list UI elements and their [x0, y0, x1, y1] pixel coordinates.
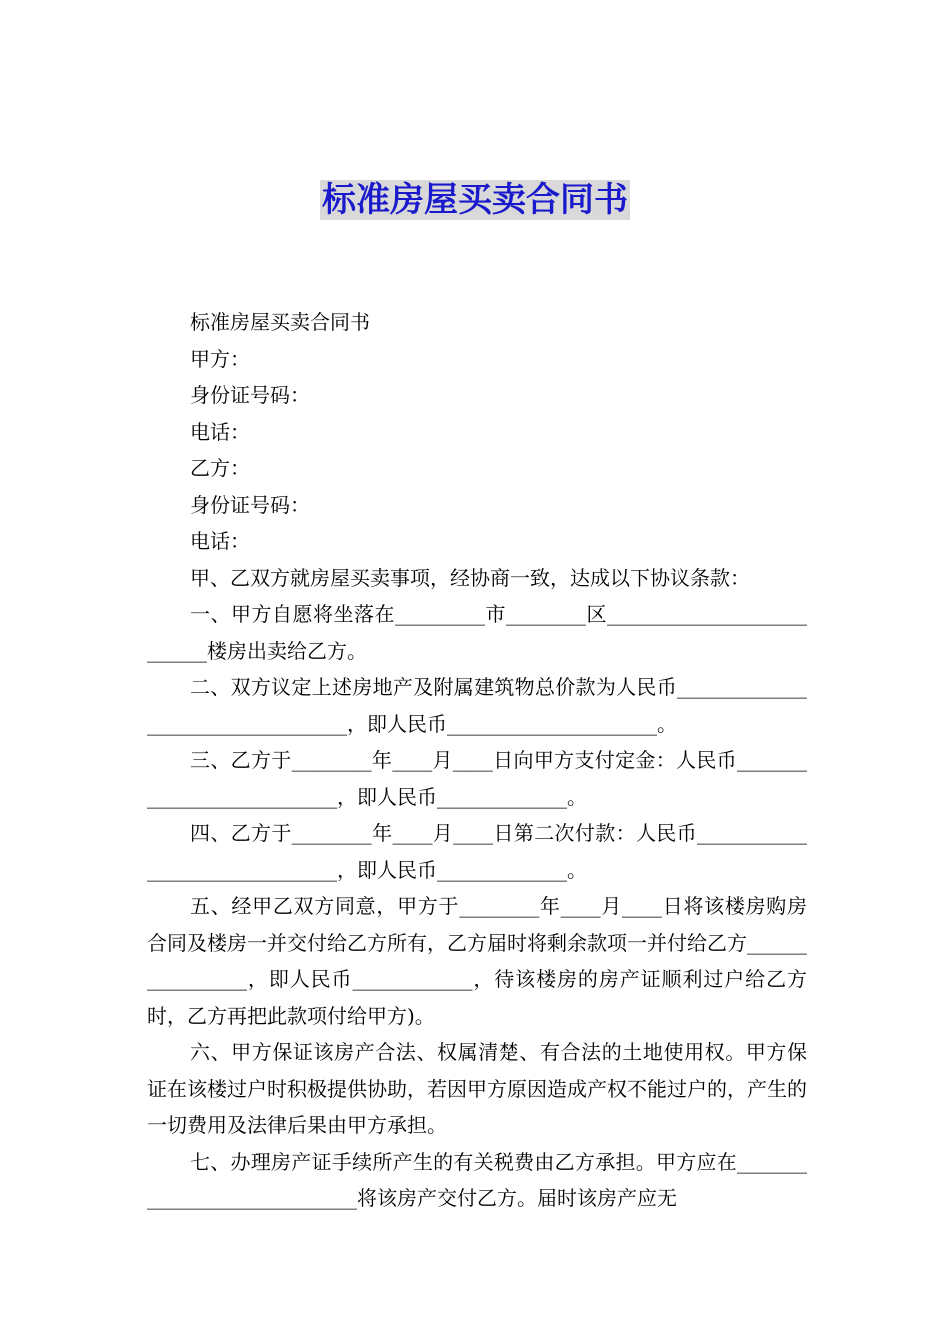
paragraph-party-a: 甲方： — [190, 346, 250, 371]
clause-6: 六、甲方保证该房产合法、权属清楚、有合法的土地使用权。甲方保证在该楼过户时积极提供协助，若因甲方原因造成产权不能过户的，产生的一切费用及法律后果由甲方承担。 — [147, 1040, 807, 1137]
clause-1: 一、甲方自愿将坐落在_________市________区__________________________楼房出卖给乙方。 — [147, 602, 807, 663]
document-title-text: 标准房屋买卖合同书 — [322, 180, 628, 220]
clause-4: 四、乙方于________年____月____日第二次付款：人民币______________________________，即人民币_____________。 — [147, 821, 807, 882]
paragraph-agreement-intro: 甲、乙双方就房屋买卖事项，经协商一致，达成以下协议条款： — [190, 565, 750, 590]
document-body — [147, 304, 807, 1217]
paragraph-party-b-phone: 电话： — [190, 529, 250, 553]
paragraph-party-a-id: 身份证号码： — [190, 383, 310, 407]
paragraph-heading: 标准房屋买卖合同书 — [190, 310, 370, 334]
document-title — [0, 176, 950, 224]
paragraph-party-b: 乙方： — [190, 456, 250, 480]
clause-7: 七、办理房产证手续所产生的有关税费由乙方承担。甲方应在____________________________将该房产交付乙方。届时该房产应无 — [147, 1149, 807, 1210]
clause-5: 五、经甲乙双方同意，甲方于________年____月____日将该楼房购房合同及楼房一并交付给乙方所有，乙方届时将剩余款项一并付给乙方________________，即人民币____________，待该楼房的房产证顺利过户给乙方时，乙方再把此款项付给甲方)。 — [147, 894, 807, 1028]
clause-2: 二、双方议定上述房地产及附属建筑物总价款为人民币_________________________________，即人民币_____________________。 — [147, 675, 807, 736]
clause-3: 三、乙方于________年____月____日向甲方支付定金：人民币__________________________，即人民币_____________。 — [147, 748, 807, 809]
paragraph-party-b-id: 身份证号码： — [190, 492, 310, 517]
paragraph-party-a-phone: 电话： — [190, 419, 250, 444]
